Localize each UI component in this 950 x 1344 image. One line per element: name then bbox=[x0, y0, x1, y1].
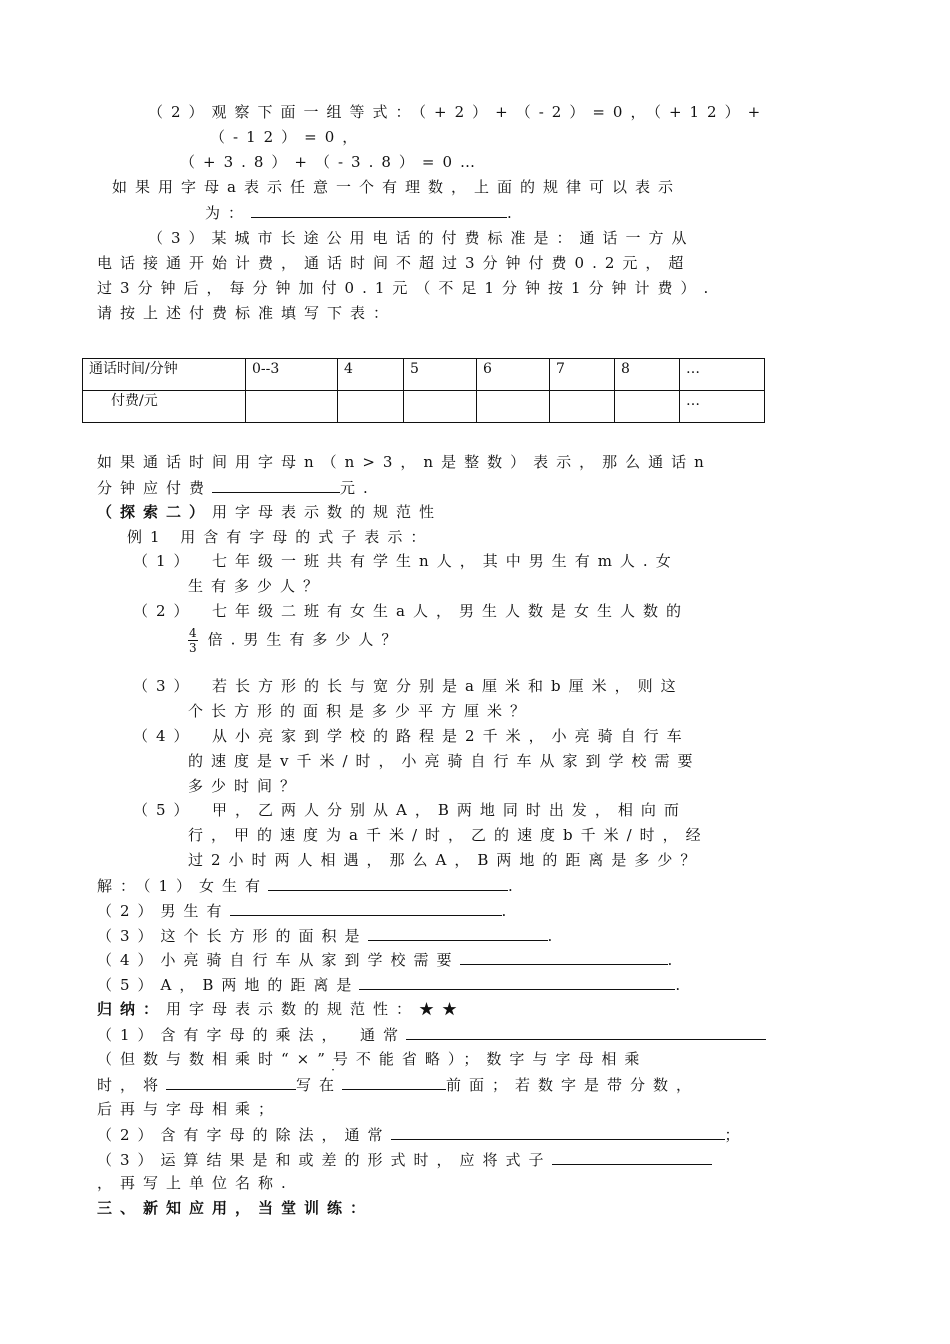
table-row-fee bbox=[83, 391, 765, 423]
solution-4 bbox=[97, 949, 680, 970]
after-table-line1: 如果通话时间用字母n（n>3，n是整数）表示，那么通话n bbox=[97, 453, 712, 471]
fraction-4-3 bbox=[188, 626, 198, 655]
p2-line3: （+3.8）+（-3.8）=0… bbox=[180, 153, 484, 171]
text: 分钟应付费 bbox=[97, 479, 213, 497]
p2-line1: （2）观察下面一组等式：（+2）+（-2）=0，（+12）+ bbox=[148, 103, 769, 121]
q3-line1: （3） 若长方形的长与宽分别是a厘米和b厘米，则这 bbox=[133, 677, 684, 695]
answer-blank-rule3[interactable] bbox=[552, 1149, 712, 1165]
text: （2）含有字母的除法，通常 bbox=[97, 1126, 391, 1144]
text: 前面；若数字是带分数， bbox=[446, 1076, 700, 1094]
q1-line1: （1） 七年级一班共有学生n人，其中男生有m人.女 bbox=[133, 552, 679, 570]
text: 元. bbox=[340, 479, 376, 497]
table-input-cell[interactable] bbox=[477, 391, 550, 423]
answer-blank-fee[interactable] bbox=[212, 477, 340, 493]
answer-blank-rule[interactable] bbox=[251, 202, 507, 218]
p3-line2: 电话接通开始计费，通话时间不超过3分钟付费0.2元，超 bbox=[97, 254, 692, 272]
text: 倍.男生有多少人？ bbox=[207, 630, 405, 649]
text: （1）含有字母的乘法， 通常 bbox=[97, 1026, 407, 1044]
explore2-title: （探索二） bbox=[97, 503, 213, 521]
p2-line4: 如果用字母a表示任意一个有理数，上面的规律可以表示 bbox=[112, 178, 681, 196]
q4-line1: （4） 从小亮家到学校的路程是2千米，小亮骑自行车 bbox=[133, 727, 690, 745]
p3-line4: 请按上述付费标准填写下表： bbox=[97, 304, 397, 322]
text: （但数与数相乘时 bbox=[97, 1050, 282, 1068]
answer-blank-1[interactable] bbox=[268, 875, 508, 891]
q2-line2 bbox=[188, 626, 404, 655]
p2-line2: （-12）=0， bbox=[210, 128, 366, 146]
table-cell: 7 bbox=[550, 359, 615, 391]
rule-1-line1 bbox=[97, 1024, 766, 1045]
solution-3 bbox=[97, 925, 560, 946]
rule-1-line4: 后再与字母相乘； bbox=[97, 1100, 282, 1118]
text: （5）A，B两地的距离是 bbox=[97, 976, 360, 994]
rule-1-line2 bbox=[97, 1049, 647, 1069]
text: （3）这个长方形的面积是 bbox=[97, 927, 368, 945]
rule-2 bbox=[97, 1124, 748, 1145]
answer-blank-2[interactable] bbox=[230, 900, 502, 916]
rule-3-line2: ，再写上单位名称. bbox=[97, 1174, 294, 1192]
q3-line2: 个长方形的面积是多少平方厘米？ bbox=[188, 702, 534, 720]
q2-line1: （2） 七年级二班有女生a人，男生人数是女生人数的 bbox=[133, 602, 689, 620]
frac-num: 4 bbox=[189, 626, 197, 640]
answer-blank-rule1b[interactable] bbox=[166, 1074, 296, 1090]
p2-line5 bbox=[205, 202, 520, 223]
solution-1 bbox=[97, 875, 521, 896]
solution-5 bbox=[97, 974, 688, 995]
text: 写在 bbox=[296, 1076, 343, 1094]
emphasis-dotted-text: “×”号不能省略 · bbox=[281, 1050, 448, 1068]
explore2-title-rest: 用字母表示数的规范性 bbox=[212, 503, 443, 521]
period: . bbox=[667, 951, 681, 969]
explore2-heading bbox=[97, 502, 442, 522]
answer-blank-3[interactable] bbox=[368, 925, 548, 941]
answer-blank-4[interactable] bbox=[460, 949, 668, 965]
q5-line1: （5） 甲，乙两人分别从A，B两地同时出发，相向而 bbox=[133, 801, 687, 819]
p3-line3: 过3分钟后，每分钟加付0.1元（不足1分钟按1分钟计费）. bbox=[97, 279, 717, 297]
solution-2 bbox=[97, 900, 514, 921]
period: . bbox=[508, 877, 521, 895]
p3-line1: （3）某城市长途公用电话的付费标准是：通话一方从 bbox=[148, 229, 695, 247]
q4-line3: 多少时间？ bbox=[188, 777, 304, 795]
table-row-time bbox=[83, 359, 765, 391]
text: 解：（1）女生有 bbox=[97, 877, 269, 895]
table-input-cell[interactable] bbox=[550, 391, 615, 423]
after-table-line2 bbox=[97, 477, 376, 498]
period: . bbox=[507, 204, 520, 222]
text: ； bbox=[724, 1126, 748, 1144]
text: ）；数字与字母相乘 bbox=[447, 1050, 648, 1068]
answer-blank-5[interactable] bbox=[359, 974, 675, 990]
rule-1-line3 bbox=[97, 1074, 699, 1095]
summary-title: 归纳： bbox=[97, 1000, 167, 1018]
p2-line5-text: 为： bbox=[205, 204, 252, 222]
fee-table bbox=[82, 358, 765, 423]
table-cell: 0--3 bbox=[246, 359, 338, 391]
table-input-cell[interactable] bbox=[615, 391, 680, 423]
answer-blank-rule1[interactable] bbox=[406, 1024, 766, 1040]
table-cell: 5 bbox=[404, 359, 477, 391]
table-cell: … bbox=[680, 391, 765, 423]
table-header-time: 通话时间/分钟 bbox=[83, 359, 246, 391]
summary-heading bbox=[97, 999, 465, 1019]
text: （2）男生有 bbox=[97, 902, 230, 920]
text: （4）小亮骑自行车从家到学校需要 bbox=[97, 951, 460, 969]
table-input-cell[interactable] bbox=[404, 391, 477, 423]
section-3-heading: 三、新知应用，当堂训练： bbox=[97, 1199, 374, 1217]
q5-line2: 行，甲的速度为a千米/时，乙的速度b千米/时，经 bbox=[188, 826, 709, 844]
period: . bbox=[547, 927, 561, 945]
answer-blank-rule1c[interactable] bbox=[342, 1074, 446, 1090]
example-1: 例1 用含有字母的式子表示： bbox=[127, 528, 434, 546]
frac-den: 3 bbox=[189, 641, 197, 655]
q5-line3: 过2小时两人相遇，那么A，B两地的距离是多少？ bbox=[188, 851, 704, 869]
table-header-fee: 付费/元 bbox=[83, 391, 246, 423]
rule-3-line1 bbox=[97, 1149, 712, 1170]
period: . bbox=[675, 976, 689, 994]
table-cell: 4 bbox=[338, 359, 404, 391]
summary-title-rest: 用字母表示数的规范性：★★ bbox=[166, 1000, 466, 1018]
table-input-cell[interactable] bbox=[338, 391, 404, 423]
table-cell: 8 bbox=[615, 359, 680, 391]
answer-blank-rule2[interactable] bbox=[391, 1124, 725, 1140]
table-cell: … bbox=[680, 359, 765, 391]
table-cell: 6 bbox=[477, 359, 550, 391]
period: . bbox=[501, 902, 515, 920]
table-input-cell[interactable] bbox=[246, 391, 338, 423]
text: （3）运算结果是和或差的形式时，应将式子 bbox=[97, 1151, 552, 1169]
q4-line2: 的速度是v千米/时，小亮骑自行车从家到学校需要 bbox=[188, 752, 701, 770]
text: 时，将 bbox=[97, 1076, 167, 1094]
q1-line2: 生有多少人？ bbox=[188, 577, 327, 595]
